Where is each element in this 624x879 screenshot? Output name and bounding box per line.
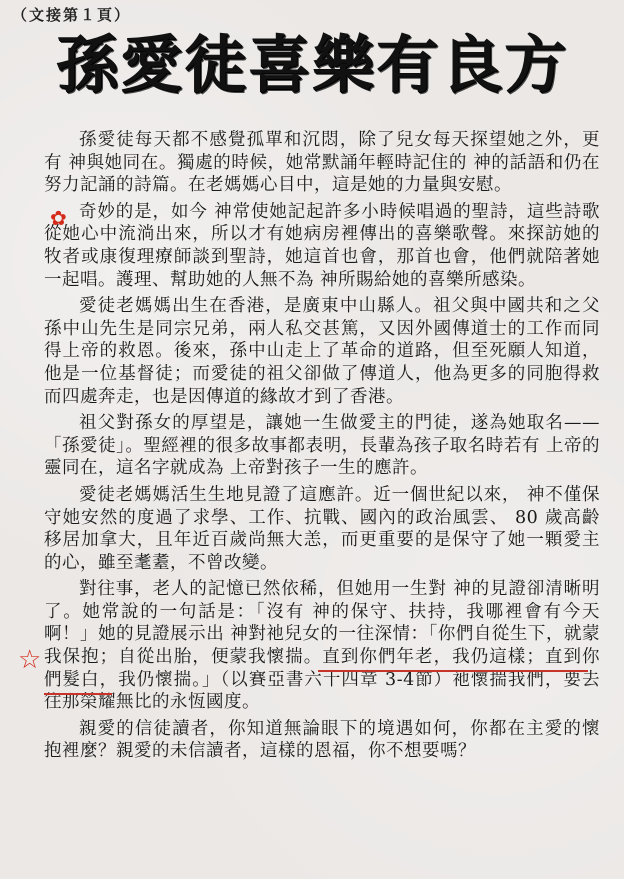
- red-star-mark-icon: ☆: [18, 645, 42, 675]
- red-underline-mark: [318, 670, 588, 672]
- red-underline-mark-2: [44, 693, 112, 695]
- paragraph-6: 對往事，老人的記憶已然依稀，但她用一生對 神的見證卻清晰明了。她常說的一句話是：「沒有 神的保守、扶持，我哪裡會有今天啊！」她的見證展示出 神對祂兒女的一往深情：「你們自從生下，就蒙我保抱；自從出胎，便蒙我懷揣。直到你們年老，我仍這樣；直到你們髮白，我仍懷揣。」（以賽亞書六十四章 3-4節）祂懷揣我們，要去往那榮耀無比的永恆國度。: [44, 579, 600, 713]
- paragraph-5: 愛徒老媽媽活生生地見證了這應許。近一個世紀以來， 神不僅保守她安然的度過了求學、工作、抗戰、國內的政治風雲、 80 歲高齡移居加拿大，且年近百歲尚無大恙，而更重要的是保守了她一顆愛主的心，雖至耄耋，不曾改變。: [44, 484, 600, 573]
- paragraph-2: 奇妙的是，如今 神常使她記起許多小時候唱過的聖詩，這些詩歌從她心中流淌出來，所以才有她病房裡傳出的喜樂歌聲。來探訪她的牧者或康復理療師談到聖詩，她這首也會，那首也會，他們就陪著她一起唱。護理、幫助她的人無不為 神所賜給她的喜樂所感染。: [44, 201, 600, 290]
- paragraph-7: 親愛的信徒讀者，你知道無論眼下的境遇如何，你都在主愛的懷抱裡麼？親愛的未信讀者，這樣的恩福，你不想要嗎？: [44, 718, 600, 762]
- continued-from-label: （文接第１頁）: [12, 6, 132, 24]
- paragraph-3: 愛徒老媽媽出生在香港，是廣東中山縣人。祖父與中國共和之父孫中山先生是同宗兄弟，兩人私交甚篤，又因外國傳道士的工作而同得上帝的救恩。後來，孫中山走上了革命的道路，但至死願人知道，他是一位基督徒；而愛徒的祖父卻做了傳道人，他為更多的同胞得救而四處奔走，也是因傳道的緣故才到了香港。: [44, 296, 600, 407]
- red-flower-mark-icon: ✿: [50, 206, 67, 230]
- paragraph-1: 孫愛徒每天都不感覺孤單和沉悶，除了兒女每天探望她之外，更有 神與她同在。獨處的時候，她常默誦年輕時記住的 神的話語和仍在努力記誦的詩篇。在老媽媽心目中，這是她的力量與安慰。: [44, 130, 600, 196]
- paragraph-4: 祖父對孫女的厚望是，讓她一生做愛主的門徒，遂為她取名——「孫愛徒」。聖經裡的很多故事都表明，長輩為孩子取名時若有 上帝的靈同在，這名字就成為 上帝對孩子一生的應許。: [44, 413, 600, 479]
- article-title: 孫愛徒喜樂有良方: [55, 28, 568, 101]
